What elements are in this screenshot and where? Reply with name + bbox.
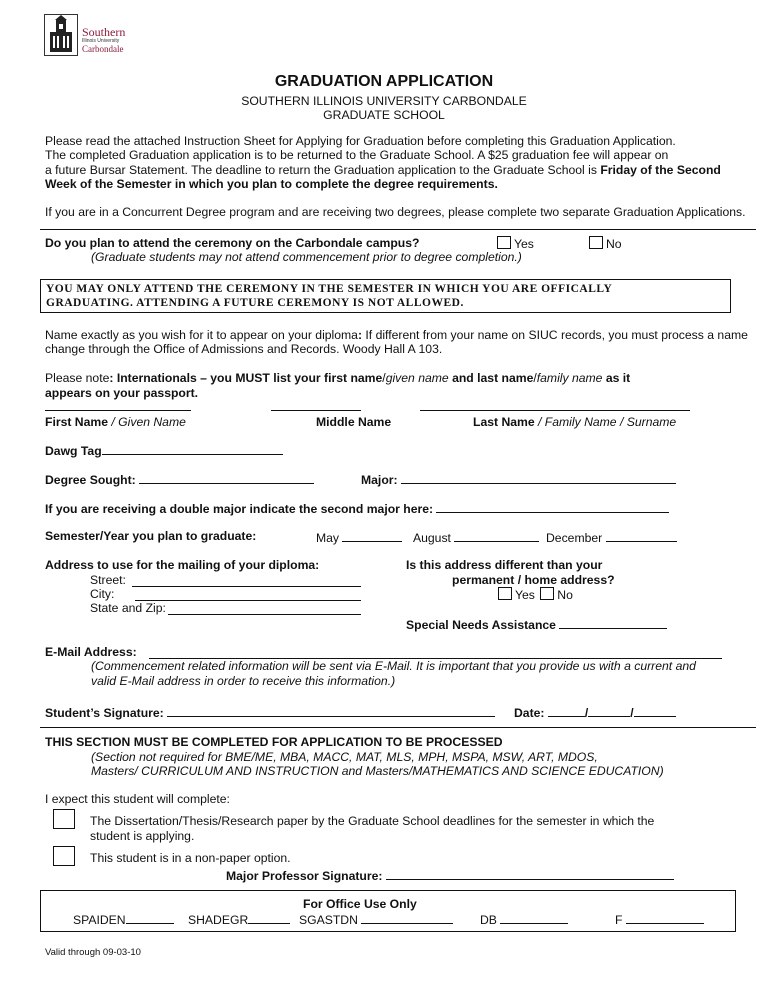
international-note: Please note: Internationals – you MUST list your first name/given name and last name/family name as it bbox=[45, 371, 631, 385]
footer-valid-through: Valid through 09-03-10 bbox=[45, 947, 141, 958]
sgastdn-field[interactable] bbox=[361, 911, 453, 924]
section-heading: THIS SECTION MUST BE COMPLETED FOR APPLICATION TO BE PROCESSED bbox=[45, 735, 503, 749]
shadegr-label: SHADEGR bbox=[188, 911, 290, 927]
intro-line4: Week of the Semester in which you plan to complete the degree requirements. bbox=[45, 177, 498, 191]
email-note-line1: (Commencement related information will be sent via E-Mail. It is important that you provide us with a current and bbox=[91, 659, 696, 673]
city-field[interactable] bbox=[135, 600, 361, 601]
university-name: SOUTHERN ILLINOIS UNIVERSITY CARBONDALE bbox=[241, 94, 527, 108]
db-label: DB bbox=[480, 911, 568, 927]
semester-label: Semester/Year you plan to graduate: bbox=[45, 529, 257, 543]
december-label: December bbox=[546, 529, 677, 545]
address-different-question: Is this address different than your bbox=[406, 558, 603, 572]
ceremony-no-option[interactable]: No bbox=[589, 236, 622, 251]
checkbox[interactable] bbox=[589, 236, 603, 249]
dawg-tag-field[interactable] bbox=[102, 442, 283, 455]
may-field[interactable] bbox=[342, 529, 402, 542]
special-needs-label: Special Needs Assistance bbox=[406, 616, 667, 632]
logo bbox=[44, 14, 154, 56]
section-note-line1: (Section not required for BME/ME, MBA, MACC, MAT, MLS, MPH, MSPA, MSW, ART, MDOS, bbox=[91, 750, 598, 764]
international-note-line2: appears on your passport. bbox=[45, 386, 199, 400]
university-building-icon bbox=[44, 14, 78, 56]
city-label: City: bbox=[90, 587, 115, 601]
section-note-line2: Masters/ CURRICULUM AND INSTRUCTION and Masters/MATHEMATICS AND SCIENCE EDUCATION) bbox=[91, 764, 664, 778]
degree-field[interactable] bbox=[139, 471, 314, 484]
august-field[interactable] bbox=[454, 529, 539, 542]
spaiden-label: SPAIDEN bbox=[73, 911, 174, 927]
name-intro: Name exactly as you wish for it to appear on your diploma: If different from your name on SIUC records, you must process a name bbox=[45, 328, 748, 342]
middle-name-field[interactable] bbox=[271, 410, 361, 411]
ceremony-yes-option[interactable]: Yes bbox=[497, 236, 534, 251]
divider bbox=[40, 727, 756, 728]
shadegr-field[interactable] bbox=[248, 911, 290, 924]
dawg-tag-label: Dawg Tag bbox=[45, 442, 283, 458]
email-note-line2: valid E-Mail address in order to receive this information.) bbox=[91, 674, 396, 688]
state-zip-field[interactable] bbox=[168, 614, 361, 615]
address-different-options: Yes No bbox=[498, 587, 573, 602]
middle-name-label: Middle Name bbox=[316, 415, 392, 429]
student-signature-label: Student’s Signature: bbox=[45, 704, 495, 720]
f-field[interactable] bbox=[626, 911, 704, 924]
dissertation-option-line2: student is applying. bbox=[90, 829, 195, 843]
date-month-field[interactable] bbox=[548, 704, 585, 717]
concurrent-note: If you are in a Concurrent Degree program and are receiving two degrees, please complete two separate Graduation Applications. bbox=[45, 205, 746, 219]
august-label: August bbox=[413, 529, 539, 545]
major-field[interactable] bbox=[401, 471, 676, 484]
address-heading: Address to use for the mailing of your diploma: bbox=[45, 558, 320, 572]
office-use-box bbox=[40, 890, 736, 932]
ceremony-note: (Graduate students may not attend commencement prior to degree completion.) bbox=[91, 250, 522, 264]
divider bbox=[40, 229, 756, 230]
ceremony-question: Do you plan to attend the ceremony on the Carbondale campus? bbox=[45, 236, 420, 250]
intro-line2: The completed Graduation application is to be returned to the Graduate School. A $25 graduation fee will appear on bbox=[45, 148, 669, 162]
professor-signature-field[interactable] bbox=[386, 867, 674, 880]
address-different-question-line2: permanent / home address? bbox=[452, 573, 615, 587]
warning-box bbox=[40, 279, 731, 313]
street-label: Street: bbox=[90, 573, 126, 587]
checkbox[interactable] bbox=[497, 236, 511, 249]
non-paper-checkbox[interactable] bbox=[53, 846, 75, 866]
last-name-label: Last Name / Family Name / Surname bbox=[473, 415, 677, 429]
db-field[interactable] bbox=[500, 911, 568, 924]
warning-line1: YOU MAY ONLY ATTEND THE CEREMONY IN THE SEMESTER IN WHICH YOU ARE OFFICALLY bbox=[46, 283, 613, 295]
student-signature-field[interactable] bbox=[167, 704, 495, 717]
logo-line3: Carbondale bbox=[82, 44, 124, 54]
double-major-field[interactable] bbox=[436, 500, 669, 513]
page-title: GRADUATION APPLICATION bbox=[274, 73, 494, 90]
street-field[interactable] bbox=[132, 586, 361, 587]
expect-label: I expect this student will complete: bbox=[45, 792, 230, 806]
warning-line2: GRADUATING. ATTENDING A FUTURE CEREMONY IS NOT ALLOWED. bbox=[46, 297, 464, 309]
major-label: Major: bbox=[361, 471, 676, 487]
date-day-field[interactable] bbox=[588, 704, 630, 717]
sgastdn-label: SGASTDN bbox=[299, 911, 453, 927]
email-label: E-Mail Address: bbox=[45, 645, 137, 659]
dissertation-checkbox[interactable] bbox=[53, 809, 75, 829]
december-field[interactable] bbox=[606, 529, 677, 542]
address-different-yes-checkbox[interactable] bbox=[498, 587, 512, 600]
f-label: F bbox=[615, 911, 704, 927]
first-name-label: First Name / Given Name bbox=[45, 415, 186, 429]
professor-signature-label: Major Professor Signature: bbox=[226, 867, 674, 883]
address-different-no-checkbox[interactable] bbox=[540, 587, 554, 600]
last-name-field[interactable] bbox=[420, 410, 690, 411]
intro-line1: Please read the attached Instruction Sheet for Applying for Graduation before completing this Graduation Application. bbox=[45, 134, 676, 148]
school-name: GRADUATE SCHOOL bbox=[323, 108, 445, 122]
spaiden-field[interactable] bbox=[126, 911, 174, 924]
intro-line3: a future Bursar Statement. The deadline to return the Graduation application to the Graduate School is Friday of the Second bbox=[45, 163, 721, 177]
date-year-field[interactable] bbox=[634, 704, 676, 717]
may-label: May bbox=[316, 529, 402, 545]
logo-line2: Illinois University bbox=[82, 38, 120, 44]
non-paper-option: This student is in a non-paper option. bbox=[90, 851, 291, 865]
dissertation-option-line1: The Dissertation/Thesis/Research paper by the Graduate School deadlines for the semester in which the bbox=[90, 814, 655, 828]
double-major-label: If you are receiving a double major indicate the second major here: bbox=[45, 500, 669, 516]
logo-line1: Southern bbox=[82, 25, 126, 39]
degree-label: Degree Sought: bbox=[45, 471, 314, 487]
office-use-title: For Office Use Only bbox=[303, 897, 417, 911]
name-intro-line2: change through the Office of Admissions and Records. Woody Hall A 103. bbox=[45, 342, 443, 356]
state-zip-label: State and Zip: bbox=[90, 601, 166, 615]
date-label: Date: / / bbox=[514, 704, 676, 720]
special-needs-field[interactable] bbox=[559, 616, 667, 629]
first-name-field[interactable] bbox=[45, 410, 191, 411]
